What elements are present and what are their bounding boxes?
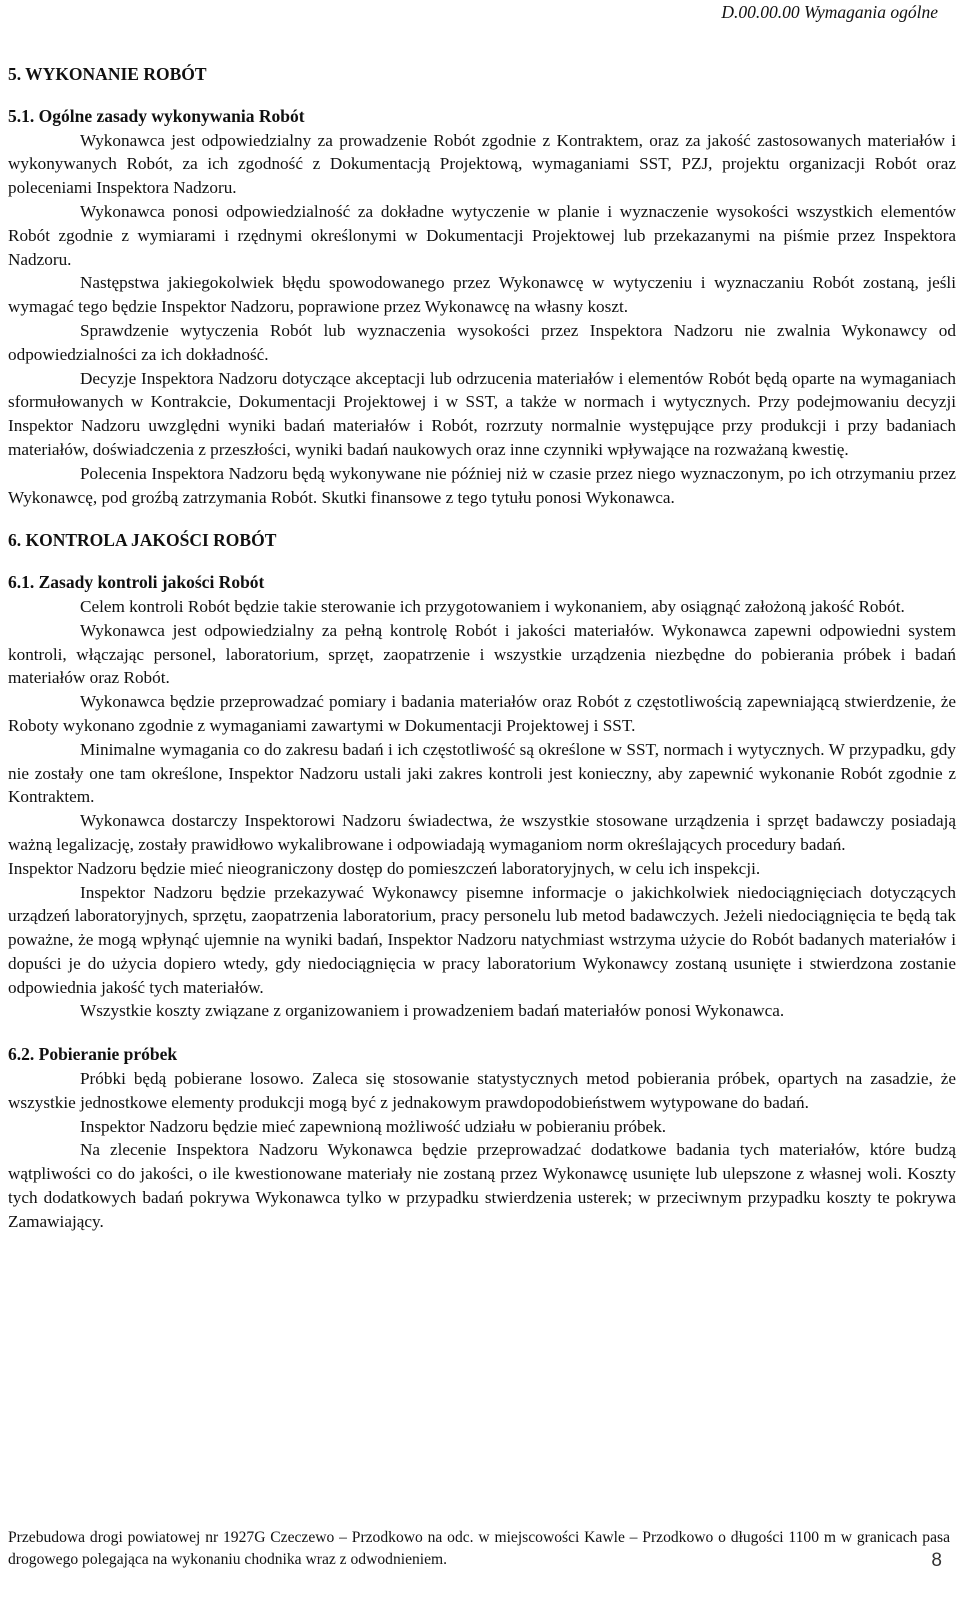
subsection-6-2-heading: 6.2. Pobieranie próbek — [8, 1044, 178, 1065]
paragraph: Decyzje Inspektora Nadzoru dotyczące akceptacji lub odrzucenia materiałów i elementów Robót będą oparte na wymaganiach sformułowanych w Kontrakcie, Dokumentacji Projektowej i w SST, a także w normach i wytycznych. Przy podejmowaniu decyzji Inspektor Nadzoru uwzględni wyniki badań materiałów i Robót, rozrzuty normalnie występujące przy produkcji i przy badaniach materiałów, doświadczenia z przeszłości, wyniki badań naukowych oraz inne czynniki wpływające na rozważaną kwestię. — [8, 368, 956, 459]
paragraph: Wykonawca jest odpowiedzialny za prowadzenie Robót zgodnie z Kontraktem, oraz za jakość zastosowanych materiałów i wykonywanych Robót, za ich zgodność z Dokumentacją Projektową, wymaganiami SST, PZJ, projektu organizacji Robót oraz poleceniami Inspektora Nadzoru. — [8, 130, 956, 198]
subsection-6-2 — [8, 1043, 956, 1233]
document-body — [8, 63, 956, 1254]
paragraph: Celem kontroli Robót będzie takie sterowanie ich przygotowaniem i wykonaniem, aby osiągnąć założoną jakość Robót. — [80, 596, 905, 616]
paragraph-unindented: Inspektor Nadzoru będzie mieć nieograniczony dostęp do pomieszczeń laboratoryjnych, w celu ich inspekcji. — [8, 858, 761, 878]
page-number: 8 — [931, 1550, 942, 1571]
paragraph: Inspektor Nadzoru będzie mieć zapewnioną możliwość udziału w pobieraniu próbek. — [80, 1116, 667, 1136]
page-footer — [8, 1527, 956, 1571]
paragraph: Wykonawca będzie przeprowadzać pomiary i badania materiałów oraz Robót z częstotliwością zapewniającą stwierdzenie, że Roboty wykonano zgodnie z wymaganiami zawartymi w Dokumentacji Projektowej i SST. — [8, 692, 956, 735]
subsection-6-1 — [8, 571, 956, 1023]
paragraph: Wykonawca jest odpowiedzialny za pełną kontrolę Robót i jakości materiałów. Wykonawca zapewni odpowiedni system kontroli, włączając personel, laboratorium, sprzęt, zaopatrzenie i wszystkie urządzenia niezbędne do pobierania próbek i badań materiałów oraz Robót. — [8, 620, 956, 688]
subsection-5-1 — [8, 105, 956, 510]
paragraph: Minimalne wymagania co do zakresu badań i ich częstotliwość są określone w SST, normach i wytycznych. W przypadku, gdy nie zostały one tam określone, Inspektor Nadzoru ustali jaki zakres kontroli jest konieczny, aby zapewnić wykonanie Robót zgodnie z Kontraktem. — [8, 739, 956, 807]
subsection-5-1-heading: 5.1. Ogólne zasady wykonywania Robót — [8, 105, 305, 126]
paragraph: Wykonawca ponosi odpowiedzialność za dokładne wytyczenie w planie i wyznaczenie wysokości wszystkich elementów Robót zgodnie z wymiarami i rzędnymi określonymi w Dokumentacji Projektowej lub przekazanymi na piśmie przez Inspektora Nadzoru. — [8, 201, 956, 269]
running-header: D.00.00.00 Wymagania ogólne — [721, 2, 938, 22]
paragraph: Na zlecenie Inspektora Nadzoru Wykonawca będzie przeprowadzać dodatkowe badania tych materiałów, które budzą wątpliwości co do jakości, o ile kwestionowane materiały nie zostaną przez Wykonawcę usunięte lub ulepszone z własnej woli. Koszty tych dodatkowych badań pokrywa Wykonawca tylko w przypadku stwierdzenia usterek; w przeciwnym przypadku koszty te pokrywa Zamawiający. — [8, 1140, 956, 1231]
paragraph: Sprawdzenie wytyczenia Robót lub wyznaczenia wysokości przez Inspektora Nadzoru nie zwalnia Wykonawcy od odpowiedzialności za ich dokładność. — [8, 320, 956, 364]
subsection-6-1-heading: 6.1. Zasady kontroli jakości Robót — [8, 572, 265, 593]
paragraph: Wykonawca dostarczy Inspektorowi Nadzoru świadectwa, że wszystkie stosowane urządzenia i sprzęt badawczy posiadają ważną legalizację, zostały prawidłowo wykalibrowane i odpowiadają wymaganiom norm określających procedury badań. — [8, 811, 956, 854]
paragraph: Następstwa jakiegokolwiek błędu spowodowanego przez Wykonawcę w wytyczeniu i wyznaczaniu Robót zostaną, jeśli wymagać tego będzie Inspektor Nadzoru, poprawione przez Wykonawcę na własny koszt. — [8, 273, 956, 317]
paragraph: Inspektor Nadzoru będzie przekazywać Wykonawcy pisemne informacje o jakichkolwiek niedociągnięciach dotyczących urządzeń laboratoryjnych, sprzętu, zaopatrzenia laboratorium, pracy personelu lub metod badawczych. Jeżeli niedociągnięcia te będą tak poważne, że mogą wpłynąć ujemnie na wyniki badań, Inspektor Nadzoru natychmiast wstrzyma użycie do Robót badanych materiałów i dopuści je do użycia dopiero wtedy, gdy niedociągnięcia w pracy laboratorium Wykonawcy zostaną usunięte i stwierdzona zostanie odpowiednia jakość tych materiałów. — [8, 882, 956, 997]
section-5-heading: 5. WYKONANIE ROBÓT — [8, 64, 207, 84]
paragraph: Próbki będą pobierane losowo. Zaleca się stosowanie statystycznych metod pobierania próbek, opartych na zasadzie, że wszystkie jednostkowe elementy produkcji mogą być z jednakowym prawdopodobieństwem wytypowane do badań. — [8, 1069, 956, 1112]
section-6-heading: 6. KONTROLA JAKOŚCI ROBÓT — [8, 530, 277, 551]
footer-project-title: Przebudowa drogi powiatowej nr 1927G Czeczewo – Przodkowo na odc. w miejscowości Kawle – Przodkowo o długości 1100 m w granicach pasa drogowego polegająca na wykonaniu chodnika wraz z odwodnieniem. — [8, 1529, 950, 1568]
paragraph: Polecenia Inspektora Nadzoru będą wykonywane nie później niż w czasie przez niego wyznaczonym, po ich otrzymaniu przez Wykonawcę, pod groźbą zatrzymania Robót. Skutki finansowe z tego tytułu ponosi Wykonawca. — [8, 463, 956, 507]
paragraph: Wszystkie koszty związane z organizowaniem i prowadzeniem badań materiałów ponosi Wykonawca. — [80, 1001, 785, 1021]
